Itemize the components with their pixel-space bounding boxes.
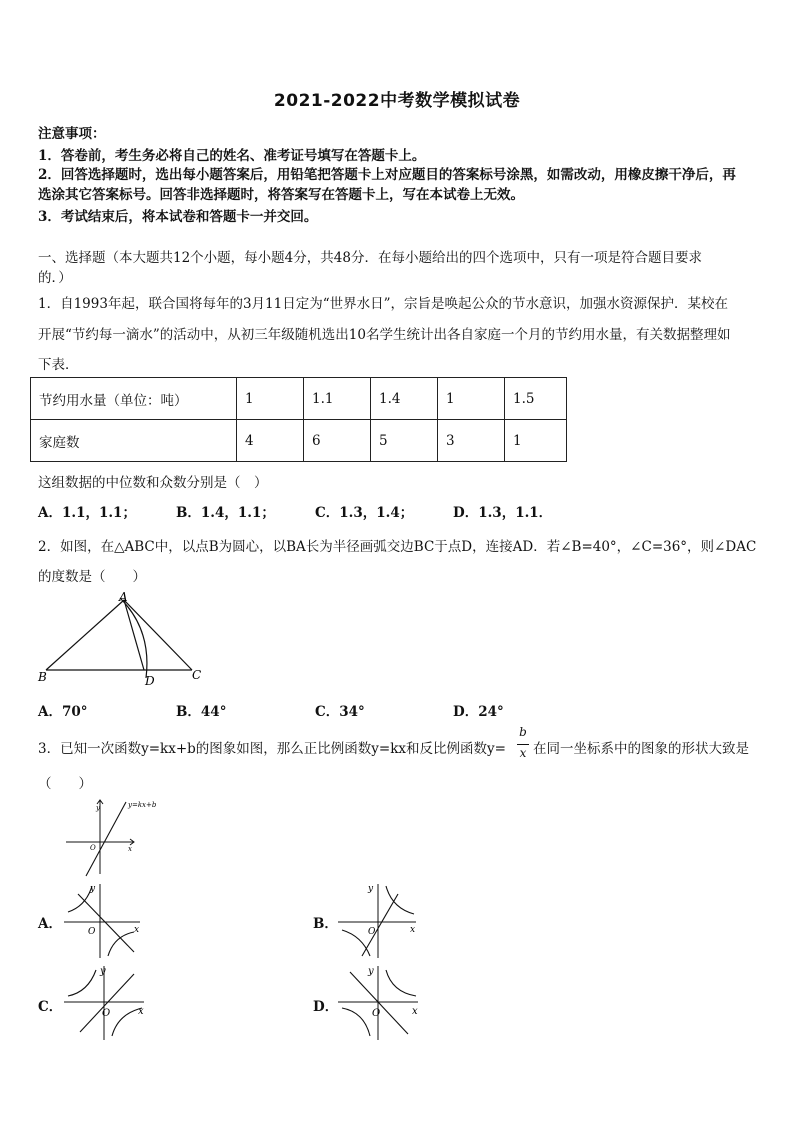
label-o: O: [102, 1008, 111, 1019]
table-cell: 节约用水量（单位：吨）: [31, 378, 237, 420]
proportional-line: [350, 972, 408, 1034]
q3-line1a: 3．已知一次函数y=kx+b的图象如图，那么正比例函数y=kx和反比例函数y=: [38, 741, 506, 757]
label-c: C: [192, 668, 202, 682]
q2-option-b[interactable]: B．44°: [176, 704, 227, 720]
label-a: A: [119, 590, 128, 604]
q2-line2: 的度数是（ ）: [38, 569, 146, 585]
q1-option-d[interactable]: D．1.3，1.1．: [453, 505, 553, 521]
q1-option-c[interactable]: C．1.3，1.4；: [315, 505, 414, 521]
page-title: 2021-2022中考数学模拟试卷: [273, 91, 521, 111]
notice-item-1: 1．答卷前，考生务必将自己的姓名、准考证号填写在答题卡上。: [38, 148, 426, 164]
section1-heading-a: 一、选择题（本大题共12个小题，每小题4分，共48分．在每小题给出的四个选项中，只有一项是符合题目要求: [38, 250, 702, 266]
q3-option-b-label[interactable]: B．: [313, 916, 338, 932]
q1-line3: 下表．: [38, 357, 79, 373]
water-table: [30, 377, 567, 462]
table-cell: 6: [304, 420, 371, 462]
triangle-figure: [34, 590, 214, 690]
hyperbola-branch: [108, 932, 134, 956]
side-ba: [46, 600, 124, 670]
q3-option-d-label[interactable]: D．: [313, 999, 339, 1015]
label-o: O: [90, 844, 96, 852]
notice-heading: 注意事项：: [38, 126, 106, 142]
label-o: O: [88, 927, 96, 937]
hyperbola-branch: [386, 970, 416, 996]
label-x: x: [410, 925, 416, 935]
label-x: x: [412, 1006, 418, 1017]
line-kx-plus-b: [86, 802, 126, 876]
q2-line1: 2．如图，在△ABC中，以点B为圆心，以BA长为半径画弧交边BC于点D，连接AD．若∠B=40°，∠C=36°，则∠DAC: [38, 539, 757, 555]
hyperbola-branch: [386, 886, 414, 914]
fraction-bar: [517, 744, 529, 745]
table-row: [31, 420, 567, 462]
q3-option-d-graph[interactable]: [338, 962, 422, 1042]
label-o: O: [368, 927, 376, 937]
section1-heading-b: 的．）: [38, 270, 72, 286]
hyperbola-branch: [342, 930, 370, 956]
q2-option-a[interactable]: A．70°: [38, 704, 88, 720]
q3-option-c-label[interactable]: C．: [38, 999, 63, 1015]
table-cell: 3: [438, 420, 505, 462]
q1-line2: 开展“节约每一滴水”的活动中，从初三年级随机选出10名学生统计出各自家庭一个月的节约用水量，有关数据整理如: [38, 327, 731, 343]
label-x: x: [134, 925, 140, 935]
fraction-denominator: x: [519, 746, 527, 760]
q2-option-d[interactable]: D．24°: [453, 704, 504, 720]
label-y: y: [90, 884, 96, 894]
q3-line1b: 在同一坐标系中的图象的形状大致是: [533, 741, 749, 757]
notice-item-2a: 2．回答选择题时，选出每小题答案后，用铅笔把答题卡上对应题目的答案标号涂黑，如需改动，用橡皮擦干净后，再: [38, 167, 736, 183]
hyperbola-branch: [68, 970, 96, 996]
q1-question: 这组数据的中位数和众数分别是（ ）: [38, 475, 268, 491]
q2-option-c[interactable]: C．34°: [315, 704, 365, 720]
table-cell: 1.5: [505, 378, 567, 420]
table-cell: 1: [438, 378, 505, 420]
notice-item-2b: 选涂其它答案标号。回答非选择题时，将答案写在答题卡上，写在本试卷上无效。: [38, 187, 524, 203]
hyperbola-branch: [342, 1008, 370, 1036]
table-cell: 家庭数: [31, 420, 237, 462]
label-y: y: [368, 966, 374, 977]
label-y: y: [100, 966, 106, 977]
q3-option-c-graph[interactable]: [64, 962, 148, 1042]
label-d: D: [145, 674, 155, 688]
q1-option-b[interactable]: B．1.4，1.1；: [176, 505, 275, 521]
label-o: O: [372, 1008, 381, 1019]
q3-line2: （ ）: [38, 776, 92, 792]
label-x: x: [138, 1006, 144, 1017]
proportional-line: [78, 894, 134, 952]
label-b: B: [38, 670, 47, 684]
label-y: y: [96, 804, 100, 812]
label-x: x: [128, 845, 132, 853]
q3-option-a-graph[interactable]: [64, 882, 144, 958]
table-cell: 1.4: [371, 378, 438, 420]
table-cell: 1: [237, 378, 304, 420]
label-line: y=kx+b: [128, 801, 157, 809]
table-cell: 1: [505, 420, 567, 462]
proportional-line: [362, 894, 398, 956]
q1-option-a[interactable]: A．1.1，1.1；: [38, 505, 136, 521]
hyperbola-branch: [68, 886, 92, 912]
linear-function-graph: [60, 796, 172, 878]
proportional-line: [80, 974, 134, 1032]
table-cell: 1.1: [304, 378, 371, 420]
table-row: [31, 378, 567, 420]
q1-line1: 1．自1993年起，联合国将每年的3月11日定为“世界水日”，宗旨是唤起公众的节水意识，加强水资源保护．某校在: [38, 296, 729, 312]
fraction-numerator: b: [519, 725, 527, 739]
q3-option-b-graph[interactable]: [338, 882, 418, 958]
table-cell: 4: [237, 420, 304, 462]
notice-item-3: 3．考试结束后，将本试卷和答题卡一并交回。: [38, 209, 318, 225]
label-y: y: [368, 884, 374, 894]
q3-option-a-label[interactable]: A．: [38, 916, 62, 932]
table-cell: 5: [371, 420, 438, 462]
